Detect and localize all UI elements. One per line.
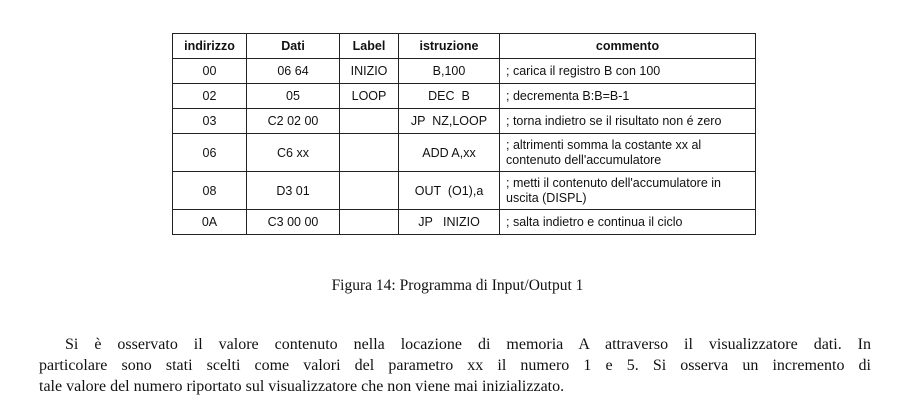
table-header-row: [173, 34, 756, 59]
cell-dati: 05: [247, 84, 340, 109]
cell-label: INIZIO: [340, 59, 399, 84]
table-row: [173, 84, 756, 109]
cell-indirizzo: 06: [173, 134, 247, 172]
cell-commento: ; metti il contenuto dell'accumulatore in uscita (DISPL): [500, 172, 756, 210]
cell-label: [340, 109, 399, 134]
cell-commento: ; torna indietro se il risultato non é zero: [500, 109, 756, 134]
cell-dati: C6 xx: [247, 134, 340, 172]
cell-label: [340, 210, 399, 235]
cell-commento: ; salta indietro e continua il ciclo: [500, 210, 756, 235]
paragraph-line: Si è osservato il valore contenuto nella locazione di memoria A attraverso il visualizzatore dati. In: [65, 336, 871, 353]
table-row: [173, 134, 756, 172]
cell-istruzione: OUT (O1),a: [399, 172, 500, 210]
header-label: Label: [340, 34, 399, 59]
cell-dati: C3 00 00: [247, 210, 340, 235]
cell-label: LOOP: [340, 84, 399, 109]
cell-indirizzo: 03: [173, 109, 247, 134]
header-istruzione: istruzione: [399, 34, 500, 59]
cell-istruzione: JP INIZIO: [399, 210, 500, 235]
figure-caption: Figura 14: Programma di Input/Output 1: [331, 277, 584, 294]
cell-label: [340, 134, 399, 172]
table-row: [173, 210, 756, 235]
cell-istruzione: ADD A,xx: [399, 134, 500, 172]
paragraph-line: tale valore del numero riportato sul visualizzatore che non viene mai inizializzato.: [39, 378, 565, 395]
program-table: [172, 33, 756, 235]
cell-dati: C2 02 00: [247, 109, 340, 134]
cell-indirizzo: 00: [173, 59, 247, 84]
cell-dati: 06 64: [247, 59, 340, 84]
cell-istruzione: B,100: [399, 59, 500, 84]
cell-indirizzo: 08: [173, 172, 247, 210]
cell-indirizzo: 0A: [173, 210, 247, 235]
cell-istruzione: JP NZ,LOOP: [399, 109, 500, 134]
cell-commento: ; altrimenti somma la costante xx al contenuto dell'accumulatore: [500, 134, 756, 172]
header-indirizzo: indirizzo: [173, 34, 247, 59]
paragraph-line: particolare sono stati scelti come valori del parametro xx il numero 1 e 5. Si osserva un incremento di: [39, 357, 871, 374]
program-table-container: [172, 33, 756, 235]
table-row: [173, 59, 756, 84]
cell-commento: ; carica il registro B con 100: [500, 59, 756, 84]
header-commento: commento: [500, 34, 756, 59]
cell-dati: D3 01: [247, 172, 340, 210]
header-dati: Dati: [247, 34, 340, 59]
cell-commento: ; decrementa B:B=B-1: [500, 84, 756, 109]
table-row: [173, 172, 756, 210]
cell-indirizzo: 02: [173, 84, 247, 109]
cell-istruzione: DEC B: [399, 84, 500, 109]
cell-label: [340, 172, 399, 210]
body-paragraph: [39, 334, 871, 397]
table-row: [173, 109, 756, 134]
